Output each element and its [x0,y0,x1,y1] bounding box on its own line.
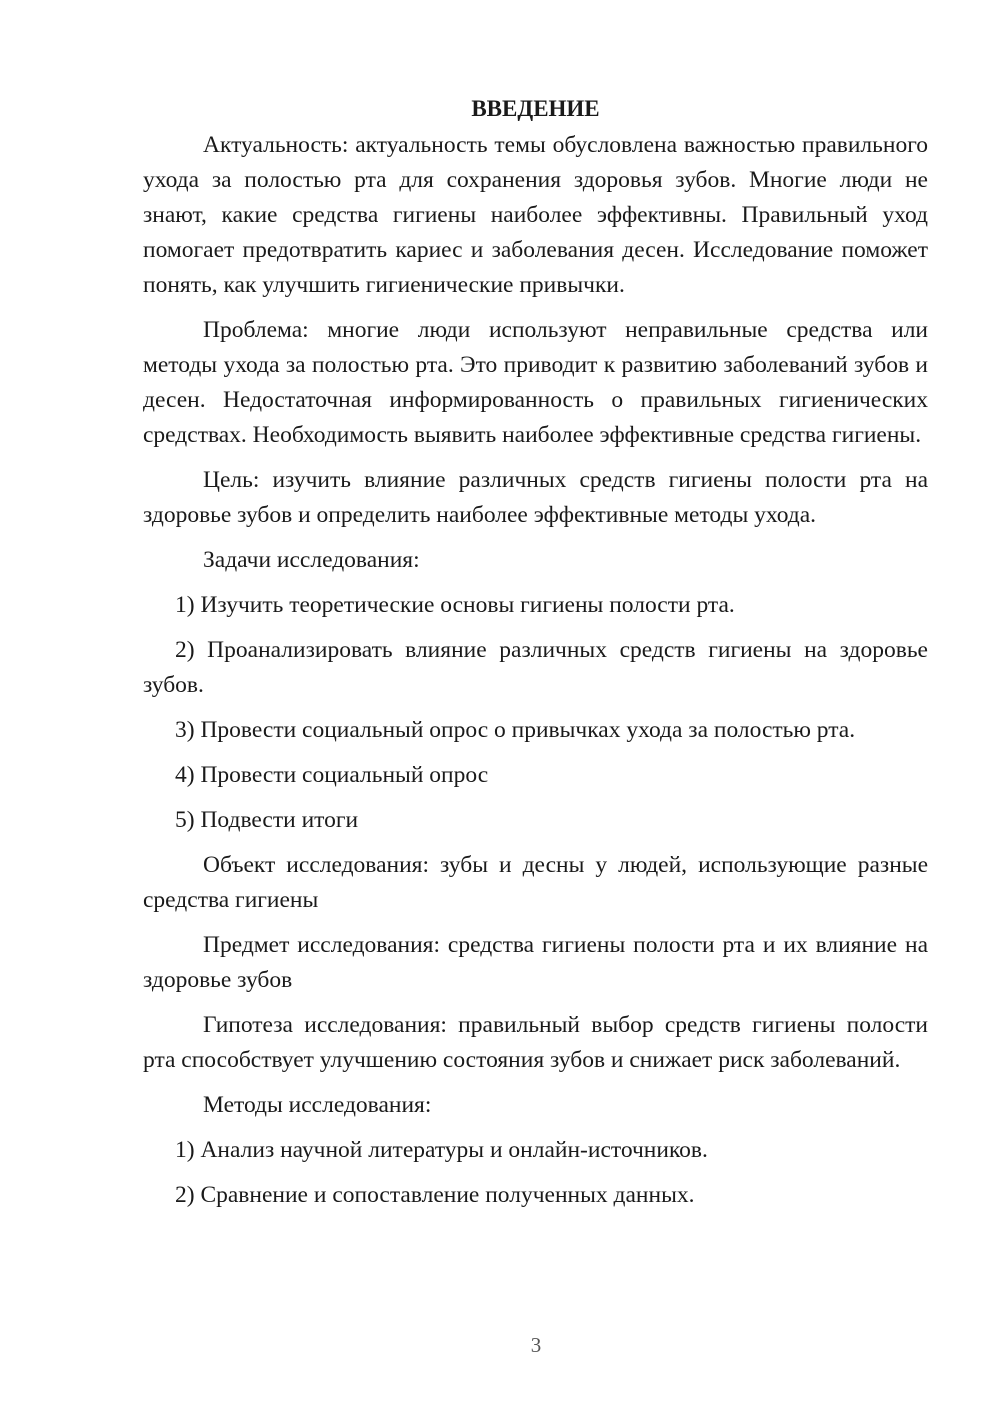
methods-heading: Методы исследования: [203,1092,432,1118]
task-item-4: 4) Провести социальный опрос [175,762,489,788]
section-title: ВВЕДЕНИЕ [471,96,600,121]
hypothesis-paragraph: Гипотеза исследования: правильный выбор средств гигиены полости рта способствует улучшению состояния зубов и снижает риск заболеваний. [143,1012,928,1073]
object-paragraph: Объект исследования: зубы и десны у людей, использующие разные средства гигиены [143,852,928,913]
task-item-3: 3) Провести социальный опрос о привычках ухода за полостью рта. [175,717,856,743]
relevance-paragraph: Актуальность: актуальность темы обусловлена важностью правильного ухода за полостью рта для сохранения здоровья зубов. Многие люди не знают, какие средства гигиены наиболее эффективны. Правильный уход помогает предотвратить кариес и заболевания десен. Исследование поможет понять, как улучшить гигиенические привычки. [143,132,928,298]
document-page [143,92,928,1223]
method-item-1: 1) Анализ научной литературы и онлайн-источников. [175,1137,708,1163]
tasks-heading: Задачи исследования: [203,547,420,573]
method-item-2: 2) Сравнение и сопоставление полученных данных. [175,1182,695,1208]
goal-paragraph: Цель: изучить влияние различных средств гигиены полости рта на здоровье зубов и определить наиболее эффективные методы ухода. [143,467,928,528]
task-item-5: 5) Подвести итоги [175,807,359,833]
task-item-2: 2) Проанализировать влияние различных средств гигиены на здоровье зубов. [143,637,928,698]
subject-paragraph: Предмет исследования: средства гигиены полости рта и их влияние на здоровье зубов [143,932,928,993]
problem-paragraph: Проблема: многие люди используют неправильные средства или методы ухода за полостью рта. Это приводит к развитию заболеваний зубов и десен. Недостаточная информированность о правильных гигиенических средствах. Необходимость выявить наиболее эффективные средства гигиены. [143,317,928,448]
task-item-1: 1) Изучить теоретические основы гигиены полости рта. [175,592,735,618]
page-number: 3 [530,1333,542,1357]
